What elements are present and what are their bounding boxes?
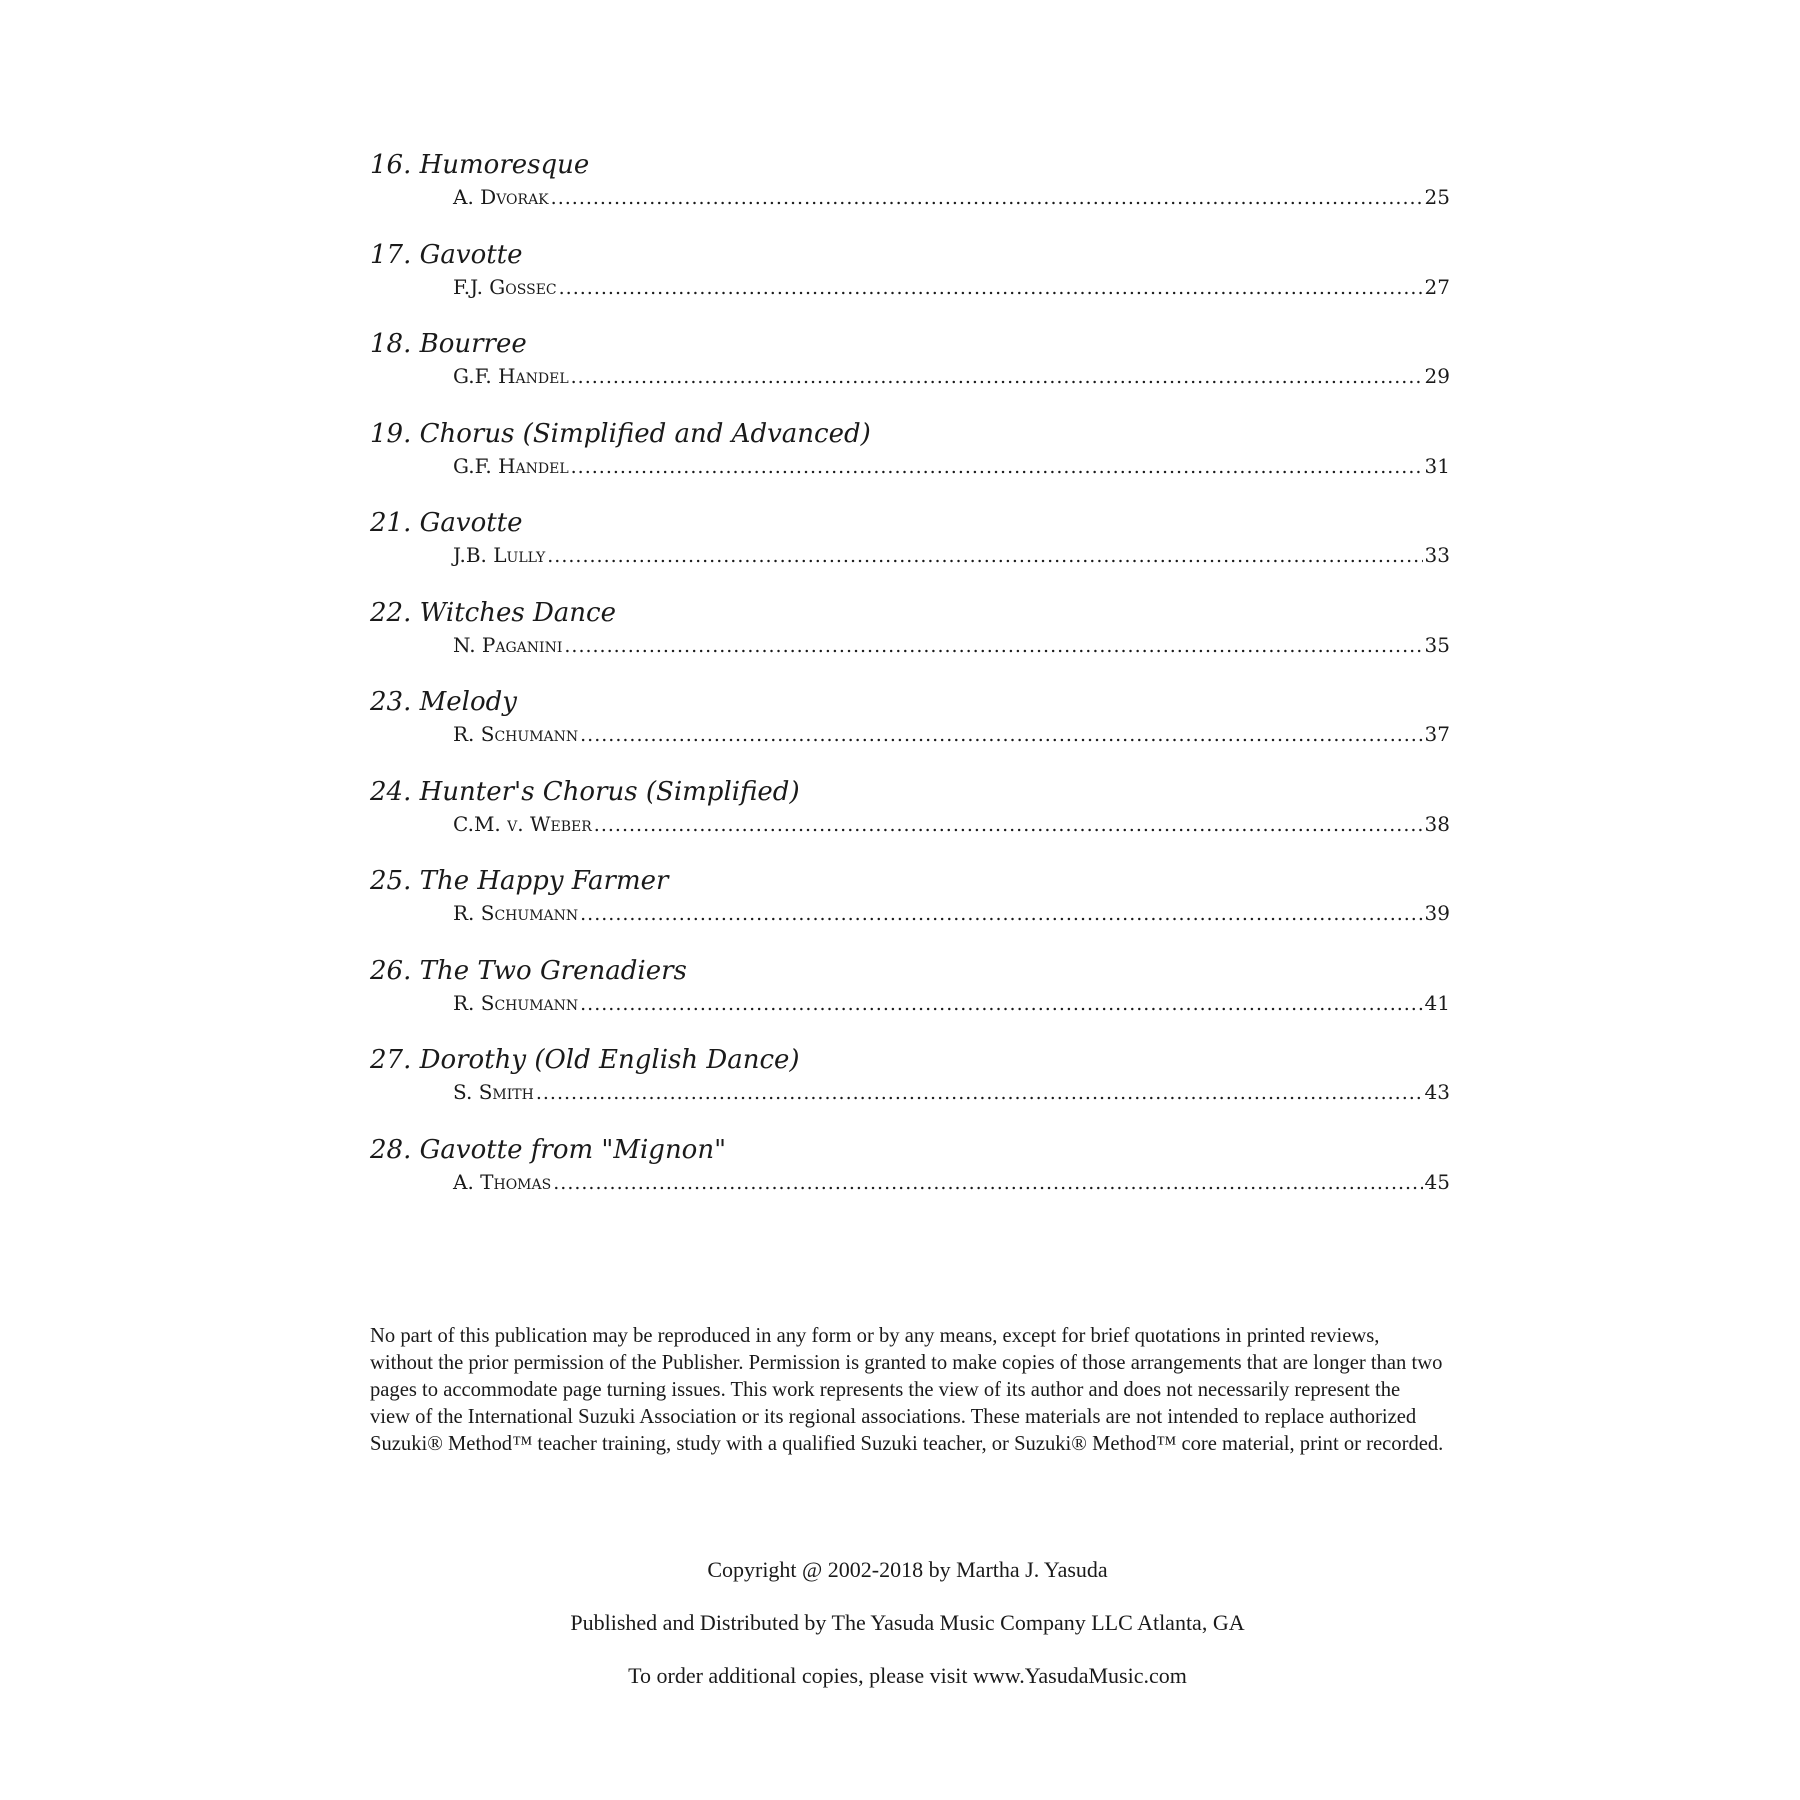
composer-name: F.J. Gossec [453, 274, 557, 299]
toc-entry-line [453, 451, 1450, 481]
toc-entry-line [453, 1077, 1450, 1107]
composer-name: A. Thomas [453, 1169, 552, 1194]
composer-name: S. Smith [453, 1080, 534, 1104]
toc-entry [370, 1043, 1450, 1133]
copyright-notice: No part of this publication may be reproduced in any form or by any means, except for brief quotations in printed reviews, without the prior permission of the Publisher. Permission is granted to make copies of those arrangements that are longer than two pages to accommodate page turning issues. This work represents the view of its author and does not necessarily represent the view of the International Suzuki Association or its regional associations. These materials are not intended to replace authorized Suzuki® Method™ teacher training, study with a qualified Suzuki teacher, or Suzuki® Method™ core material, print or recorded. [370, 1325, 1444, 1455]
piece-title: 16. Humoresque [370, 150, 590, 180]
toc-entry-line [453, 540, 1450, 570]
dot-leader [547, 541, 1422, 571]
dot-leader [594, 810, 1423, 840]
composer-name: R. Schumann [453, 722, 579, 746]
toc-entry [370, 864, 1450, 954]
dot-leader [571, 362, 1423, 392]
piece-title: 25. The Happy Farmer [370, 866, 669, 896]
dot-leader [564, 631, 1422, 661]
toc-entry [370, 417, 1450, 507]
toc-entry-line [453, 1167, 1450, 1197]
toc-entry [370, 238, 1450, 328]
dot-leader [536, 1078, 1423, 1108]
dot-leader [551, 183, 1423, 213]
copyright-line: Copyright @ 2002-2018 by Martha J. Yasuda [707, 1557, 1108, 1582]
piece-title: 23. Melody [370, 687, 517, 717]
page-number: 29 [1424, 364, 1450, 388]
piece-title: 28. Gavotte from "Mignon" [370, 1134, 727, 1165]
dot-leader [571, 452, 1423, 482]
dot-leader [553, 1168, 1422, 1198]
piece-title: 19. Chorus (Simplified and Advanced) [370, 418, 871, 449]
dot-leader [580, 989, 1422, 1019]
toc-entry-line [453, 182, 1450, 212]
piece-title: 24. Hunter's Chorus (Simplified) [370, 776, 800, 807]
page-number: 35 [1424, 632, 1450, 657]
page-number: 43 [1424, 1080, 1450, 1104]
piece-title: 18. Bourree [370, 329, 527, 359]
toc-entry [370, 775, 1450, 865]
page-number: 27 [1424, 274, 1450, 299]
composer-name: G.F. Handel [453, 364, 569, 388]
piece-title: 21. Gavotte [370, 508, 523, 538]
composer-name: G.F. Handel [453, 453, 569, 478]
piece-title: 17. Gavotte [370, 239, 523, 270]
page-number: 39 [1424, 901, 1450, 925]
page-number: 41 [1424, 990, 1450, 1015]
toc-entry-line [453, 361, 1450, 391]
composer-name: N. Paganini [453, 632, 563, 657]
toc-entry-line [453, 272, 1450, 302]
toc-entry [370, 1133, 1450, 1223]
dot-leader [580, 720, 1422, 750]
table-of-contents [370, 148, 1450, 1222]
page-number: 38 [1424, 811, 1450, 836]
toc-entry-line [453, 898, 1450, 928]
page-number: 45 [1424, 1169, 1450, 1194]
toc-entry [370, 148, 1450, 238]
composer-name: R. Schumann [453, 901, 579, 925]
toc-entry-line [453, 719, 1450, 749]
page-number: 25 [1424, 185, 1450, 209]
publisher-line: Published and Distributed by The Yasuda Music Company LLC Atlanta, GA [570, 1610, 1245, 1635]
toc-entry-line [453, 988, 1450, 1018]
toc-entry [370, 327, 1450, 417]
page-number: 33 [1424, 543, 1450, 567]
piece-title: 27. Dorothy (Old English Dance) [370, 1045, 800, 1075]
order-line: To order additional copies, please visit www.YasudaMusic.com [628, 1663, 1187, 1688]
page-number: 31 [1424, 453, 1450, 478]
composer-name: J.B. Lully [453, 543, 546, 567]
composer-name: R. Schumann [453, 990, 579, 1015]
toc-entry [370, 954, 1450, 1044]
publication-footer [370, 1556, 1445, 1715]
toc-entry-line [453, 809, 1450, 839]
toc-entry [370, 506, 1450, 596]
toc-entry-line [453, 630, 1450, 660]
dot-leader [580, 899, 1422, 929]
page-number: 37 [1424, 722, 1450, 746]
composer-name: C.M. v. Weber [453, 811, 592, 836]
toc-entry [370, 685, 1450, 775]
dot-leader [559, 273, 1423, 303]
piece-title: 22. Witches Dance [370, 597, 616, 628]
piece-title: 26. The Two Grenadiers [370, 955, 687, 986]
composer-name: A. Dvorak [453, 185, 549, 209]
toc-entry [370, 596, 1450, 686]
